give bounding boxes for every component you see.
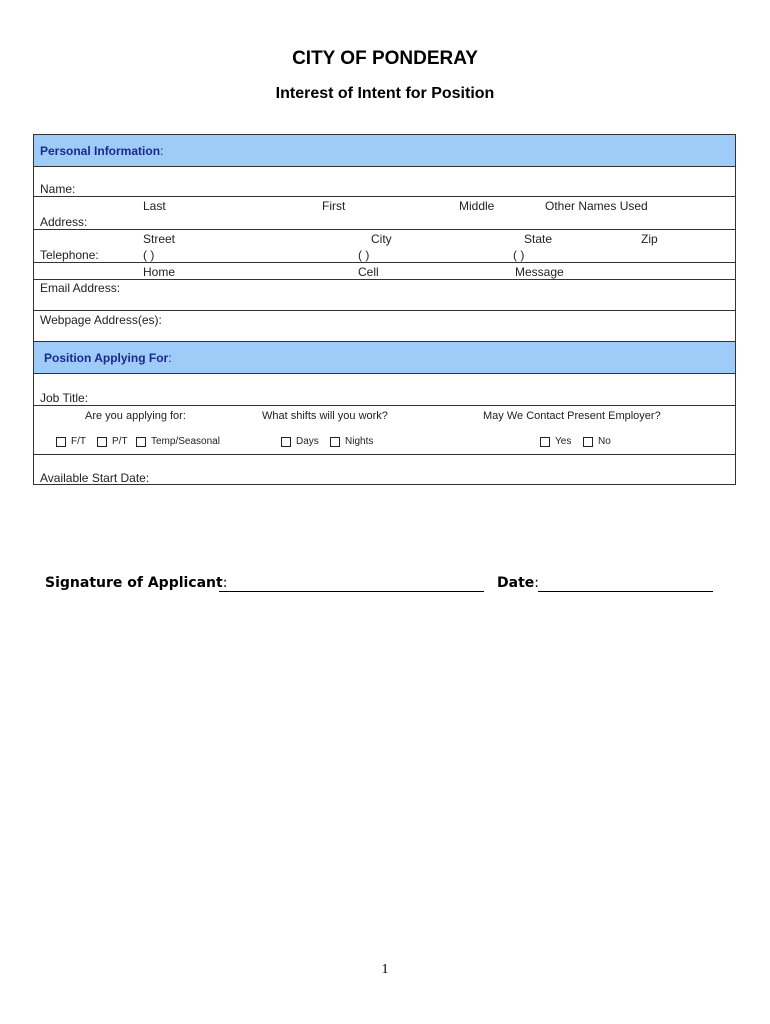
applying-question: Are you applying for:	[85, 410, 186, 422]
start-date-label: Available Start Date:	[40, 471, 150, 485]
nights-label: Nights	[345, 436, 374, 447]
address-label: Address:	[40, 215, 88, 229]
phone-sub-cell: Cell	[358, 265, 379, 279]
signature-colon: :	[222, 575, 228, 591]
email-line[interactable]	[34, 310, 735, 311]
ft-checkbox[interactable]	[56, 437, 66, 447]
pt-checkbox[interactable]	[97, 437, 107, 447]
name-line[interactable]	[34, 196, 735, 197]
page-subtitle: Interest of Intent for Position	[275, 85, 495, 102]
shifts-question: What shifts will you work?	[262, 410, 388, 422]
signature-block	[45, 575, 227, 591]
nights-checkbox[interactable]	[330, 437, 340, 447]
date-field[interactable]	[538, 591, 713, 592]
phone-cell-paren: ( )	[358, 248, 370, 262]
days-label: Days	[296, 436, 319, 447]
name-sub-middle: Middle	[459, 199, 495, 213]
telephone-line[interactable]	[34, 262, 735, 263]
date-label: Date	[497, 575, 535, 591]
telephone-label: Telephone:	[40, 248, 99, 262]
position-header	[34, 341, 735, 374]
signature-field[interactable]	[219, 591, 484, 592]
job-title-label: Job Title:	[40, 391, 89, 405]
position-colon: :	[168, 351, 172, 365]
name-sub-other: Other Names Used	[545, 199, 648, 213]
position-label: Position Applying For	[44, 351, 169, 365]
contact-question: May We Contact Present Employer?	[483, 410, 661, 422]
contact-yes-label: Yes	[555, 436, 572, 447]
name-label: Name:	[40, 182, 76, 196]
phone-message-paren: ( )	[513, 248, 525, 262]
job-title-line[interactable]	[34, 405, 735, 406]
personal-info-colon: :	[160, 144, 164, 158]
options-bottom-line	[34, 454, 735, 455]
personal-info-header	[34, 135, 735, 167]
ft-label: F/T	[71, 436, 86, 447]
email-label: Email Address:	[40, 281, 121, 295]
contact-yes-checkbox[interactable]	[540, 437, 550, 447]
contact-no-checkbox[interactable]	[583, 437, 593, 447]
contact-no-label: No	[598, 436, 611, 447]
date-colon: :	[534, 575, 539, 591]
address-sub-city: City	[371, 232, 392, 246]
address-line[interactable]	[34, 229, 735, 230]
pt-label: P/T	[112, 436, 128, 447]
temp-seasonal-label: Temp/Seasonal	[151, 436, 220, 447]
days-checkbox[interactable]	[281, 437, 291, 447]
name-sub-first: First	[322, 199, 346, 213]
address-sub-state: State	[524, 232, 553, 246]
phone-sub-home: Home	[143, 265, 176, 279]
address-sub-zip: Zip	[641, 232, 658, 246]
telephone-bottom-line	[34, 279, 735, 280]
webpage-label: Webpage Address(es):	[40, 313, 162, 327]
application-form	[33, 134, 736, 485]
signature-label: Signature of Applicant	[45, 575, 223, 591]
page-title: CITY OF PONDERAY	[292, 48, 478, 69]
phone-sub-message: Message	[515, 265, 564, 279]
page-number: 1	[381, 962, 389, 977]
temp-seasonal-checkbox[interactable]	[136, 437, 146, 447]
name-sub-last: Last	[143, 199, 166, 213]
phone-home-paren: ( )	[143, 248, 155, 262]
address-sub-street: Street	[143, 232, 176, 246]
date-block	[497, 575, 539, 591]
personal-info-label: Personal Information	[40, 144, 161, 158]
